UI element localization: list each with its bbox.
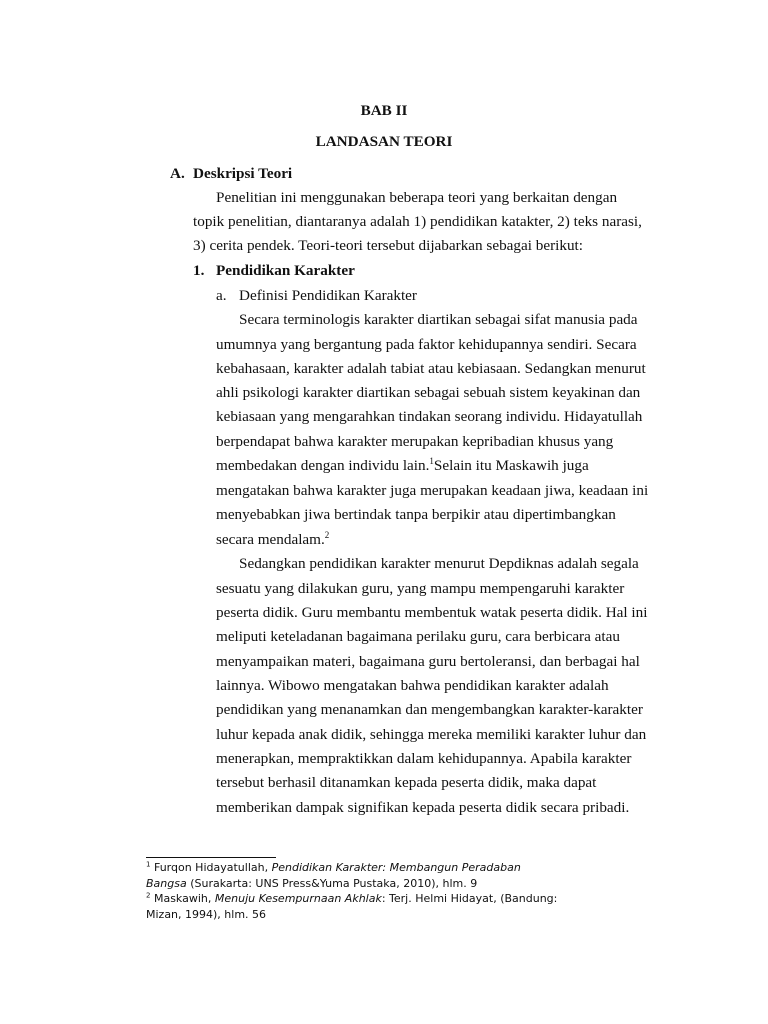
footnote-separator xyxy=(146,857,276,858)
footnote-ref[interactable]: 2 xyxy=(324,529,330,540)
subsubsection-title: Definisi Pendidikan Karakter xyxy=(239,287,417,304)
body-line: lainnya. Wibowo mengatakan bahwa pendidikan karakter adalah xyxy=(216,677,609,694)
body-text: Selain itu Maskawih juga xyxy=(433,457,589,474)
footnote-1 xyxy=(146,860,521,876)
subsubsection-marker: a. xyxy=(216,287,227,304)
footnote-author: Maskawih, xyxy=(153,892,212,905)
body-line: luhur kepada anak didik, sehingga mereka memiliki karakter luhur dan xyxy=(216,726,647,743)
body-line: umumnya yang bergantung pada faktor kehidupannya sendiri. Secara xyxy=(216,336,637,353)
footnote-publication: : Terj. Helmi Hidayat, (Bandung: xyxy=(381,892,558,905)
body-line: Sedangkan pendidikan karakter menurut Depdiknas adalah segala xyxy=(239,555,639,572)
footnote-title: Menuju Kesempurnaan Akhlak xyxy=(214,892,382,905)
body-line: meliputi keteladanan bagaimana perilaku guru, cara berbicara atau xyxy=(216,628,620,645)
section-marker: A. xyxy=(170,165,185,182)
body-line: menerapkan, mempraktikkan dalam kehidupannya. Apabila karakter xyxy=(216,750,632,767)
body-line: Secara terminologis karakter diartikan sebagai sifat manusia pada xyxy=(239,311,638,328)
body-line: berpendapat bahwa karakter merupakan kepribadian khusus yang xyxy=(216,433,614,450)
body-text: membedakan dengan individu lain. xyxy=(216,457,430,474)
body-line: peserta didik. Guru membantu membentuk watak peserta didik. Hal ini xyxy=(216,604,648,621)
intro-line: topik penelitian, diantaranya adalah 1) pendidikan katakter, 2) teks narasi, xyxy=(193,213,642,230)
body-line: sesuatu yang dilakukan guru, yang mampu mempengaruhi karakter xyxy=(216,580,625,597)
body-line: ahli psikologi karakter diartikan sebagai sebuah sistem keyakinan dan xyxy=(216,384,641,401)
section-title: Deskripsi Teori xyxy=(193,165,293,182)
footnote-2-continued xyxy=(146,907,266,923)
intro-line: 3) cerita pendek. Teori-teori tersebut dijabarkan sebagai berikut: xyxy=(193,237,583,254)
footnote-publication: (Surakarta: UNS Press&Yuma Pustaka, 2010), hlm. 9 xyxy=(190,877,478,890)
footnote-title: Pendidikan Karakter: Membangun Peradaban xyxy=(271,861,521,874)
body-line: mengatakan bahwa karakter juga merupakan keadaan jiwa, keadaan ini xyxy=(216,482,649,499)
body-line xyxy=(216,456,589,476)
body-line xyxy=(216,530,329,550)
chapter-title: LANDASAN TEORI xyxy=(315,133,453,150)
footnote-publication: Mizan, 1994), hlm. 56 xyxy=(146,908,267,921)
subsection-marker: 1. xyxy=(193,262,205,279)
body-line: memberikan dampak signifikan kepada peserta didik secara pribadi. xyxy=(216,799,630,816)
body-line: kebahasaan, karakter adalah tabiat atau kebiasaan. Sedangkan menurut xyxy=(216,360,646,377)
footnote-ref[interactable]: 1 xyxy=(429,455,434,466)
body-text: secara mendalam. xyxy=(216,531,325,548)
intro-line: Penelitian ini menggunakan beberapa teori yang berkaitan dengan xyxy=(216,189,618,206)
footnote-2 xyxy=(146,891,557,907)
footnote-title: Bangsa xyxy=(146,877,187,890)
body-line: menyampaikan materi, bagaimana guru bertoleransi, dan berbagai hal xyxy=(216,653,640,670)
subsection-title: Pendidikan Karakter xyxy=(216,262,355,279)
body-line: kebiasaan yang mengarahkan tindakan seorang individu. Hidayatullah xyxy=(216,408,643,425)
footnote-author: Furqon Hidayatullah, xyxy=(153,861,269,874)
footnote-1-continued xyxy=(146,876,477,892)
body-line: tersebut berhasil ditanamkan kepada peserta didik, maka dapat xyxy=(216,774,597,791)
body-line: pendidikan yang menanamkan dan mengembangkan karakter-karakter xyxy=(216,701,643,718)
footnote-number: 1 xyxy=(146,860,151,869)
footnote-number: 2 xyxy=(146,891,151,900)
body-line: menyebabkan jiwa bertindak tanpa berpikir atau dipertimbangkan xyxy=(216,506,616,523)
chapter-number: BAB II xyxy=(360,102,408,119)
